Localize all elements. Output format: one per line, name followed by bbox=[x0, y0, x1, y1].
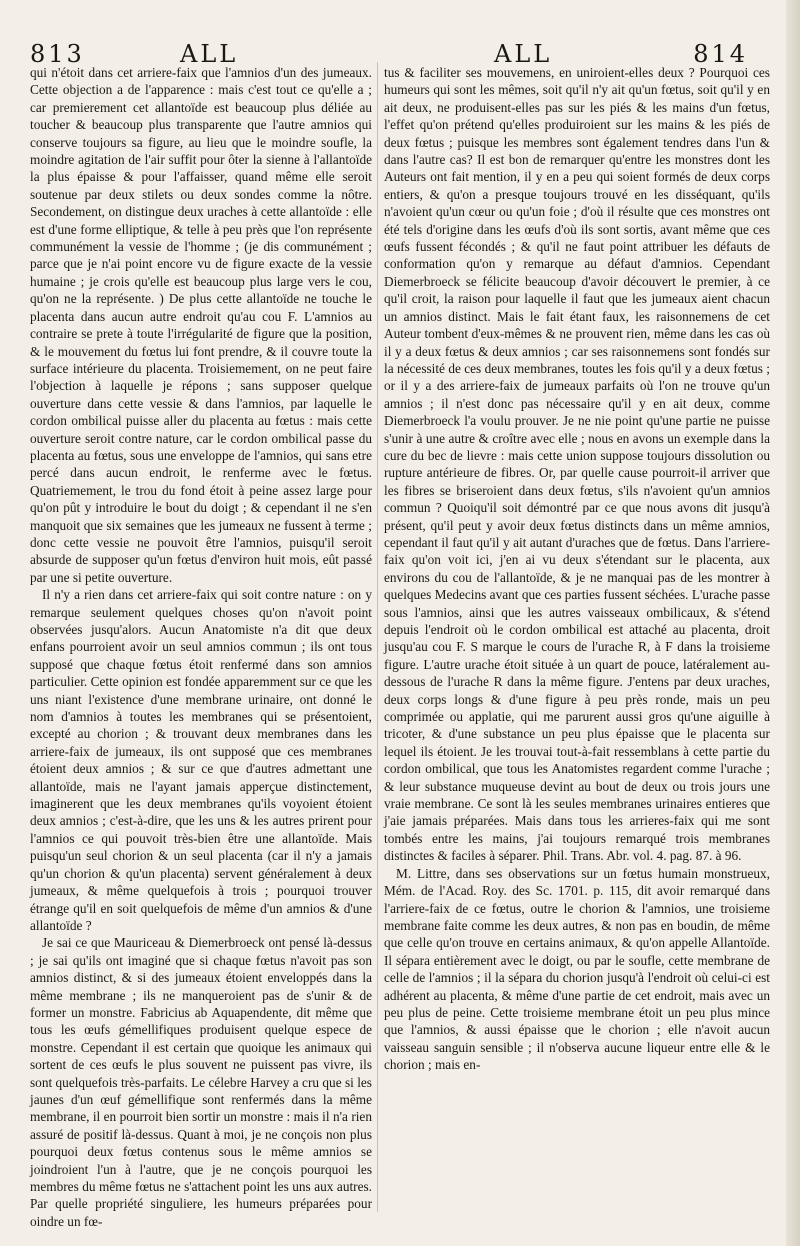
right-page-number: 814 bbox=[693, 40, 748, 68]
page-edge bbox=[786, 0, 800, 1246]
right-running-title: ALL bbox=[494, 40, 553, 68]
left-running-title: ALL bbox=[180, 40, 239, 68]
column-divider bbox=[377, 62, 378, 1212]
left-text-column bbox=[30, 64, 372, 1229]
paragraph: Je sai ce que Mauriceau & Diemerbroeck ont pensé là-dessus ; je sai qu'ils ont imaginé que si chaque fœtus n'avoit pas son amnios distinct, & si des jumeaux étoient enveloppés dans la même membrane ; ils ne manqueroient pas de s'unir & de former un monstre. Fabricius ab Aquapendente, dit même que tous les œufs gémellifiques produisent quelque espece de monstre. Cependant il est certain que quoique les animaux qui sortent de ces œufs le plus souvent ne puissent pas vivre, ils sont quelquefois très-parfaits. Le célebre Harvey a cru que si les jaunes d'un œuf gémellifique sont renfermés dans la même membrane, il en pourroit bien sortir un monstre : mais il n'a rien assuré de positif là-dessus. Quant à moi, je ne conçois non plus pourquoi deux fœtus contenus sous le même amnios se joindroient l'un à l'autre, que je ne conçois pourquoi les membres du même fœtus ne s'attachent point les uns aux autres. Par quelle propriété singuliere, les humeurs préparées pour oindre un fœ- bbox=[30, 935, 372, 1229]
paragraph: M. Littre, dans ses observations sur un fœtus humain monstrueux, Mém. de l'Acad. Roy. des Sc. 1701. p. 115, dit avoir remarqué dans l'arriere-faix de ce fœtus, outre le chorion & l'amnios, une troisieme membrane faite comme les deux autres, & non pas en boudin, de même que celle qu'on trouve en certains animaux, & qu'on appelle Allantoïde. Il sépara entièrement avec le doigt, ou par le soufle, cette membrane de celle de l'amnios ; il la sépara du chorion jusqu'à l'endroit où celui-ci est adhérent au placenta, & même d'une partie de cet endroit, mais avec un peu plus de peine. Cette troisieme membrane étoit un peu plus mince que l'amnios, & aussi épaisse que le chorion ; elle n'avoit aucun vaisseau sanguin sensible ; il n'observa aucune liqueur entre elle & le chorion ; mais en- bbox=[384, 865, 770, 1073]
left-page-number: 813 bbox=[30, 40, 85, 68]
right-text-column bbox=[384, 64, 770, 1214]
paragraph: tus & faciliter ses mouvemens, en uniroient-elles deux ? Pourquoi ces humeurs qui sont les mêmes, soit qu'il n'y ait qu'un fœtus, soit qu'il y en ait deux, ne produisent-elles pas sur les piés & les mains d'un fœtus, l'effet qu'on prétend qu'elles produiroient sur les mains & les piés de deux fœtus ; puisque les membres sont également tendres dans l'un & dans l'autre cas? Il est bon de remarquer qu'entre les monstres dont les Auteurs ont fait mention, il y en a peu qui soient formés de deux corps entiers, & qu'on a presque toujours trouvé en les disséquant, qu'ils n'avoient qu'un cœur ou qu'un foie ; d'où il résulte que ces monstres ont été tels d'origine dans les œufs d'où ils sont sortis, avant même que ces œufs fussent fécondés ; & qu'il ne faut point attribuer les défauts de conformation qu'on y remarque au défaut d'amnios. Cependant Diemerbroeck se félicite beaucoup d'avoir découvert le premier, à ce qu'il croit, la raison pour laquelle il faut que les jumeaux aient chacun un amnios distinct. Mais le fait étant faux, les raisonnemens de cet Auteur tombent d'eux-mêmes & ne prouvent rien, même dans les cas où il y a deux fœtus & deux amnios ; car ses raisonnemens sont fondés sur la nécessité de ces deux membranes, toutes les fois qu'il y a deux fœtus ; or il y a des arriere-faix de jumeaux parfaits où l'on ne trouve qu'un amnios ; il n'est donc pas nécessaire qu'il y en ait deux, comme Diemerbroeck l'a voulu prouver. Je ne nie point qu'une partie ne puisse s'unir à une autre & croître avec elle ; nous en avons un exemple dans la cure du bec de lievre : mais cette union suppose toujours dissolution ou rupture antérieure de fibres. Or, par quelle cause pourroit-il arriver que les fibres se briseroient dans deux fœtus, s'ils n'avoient qu'un amnios commun ? Quoiqu'il soit démontré par ce que nous avons dit jusqu'à présent, qu'il peut y avoir deux fœtus distincts dans un même amnios, cependant il faut qu'il y ait autant d'uraches que de fœtus. Dans l'arriere-faix qu'on voit ici, j'en ai vu deux s'étendant sur le placenta, aux environs du cou de l'allantoïde, & je ne manquai pas de les montrer à quelques Medecins avant que ces parties fussent séchées. L'urache passe sous l'amnios, ainsi que les autres vaisseaux ombilicaux, & s'étend depuis l'endroit où le cordon ombilical est attaché au placenta, droit jusqu'au cou F. S marque le cours de l'urache R, à F dans la troisieme figure. L'autre urache étoit située à un quart de pouce, latéralement au-dessous de l'urache R dans la même figure. J'entens par deux uraches, deux corps longs & d'une figure à peu près ronde, mais un peu comprimée ou applatie, qui me parurent aussi gros qu'une aiguille à tricoter, & d'une substance un peu plus épaisse que le placenta sur lequel ils étoient. Je les trouvai tout-à-fait ressemblans à cette partie du cordon ombilical, que tous les Anatomistes regardent comme l'urache ; & leur substance muqueuse devint au bout de deux ou trois jours une vraie membrane. Ce sont là les seules membranes urinaires entieres que j'aie jamais préparées. Mais dans tous les arrieres-faix qui me sont tombés entre les mains, j'ai toujours remarqué trois membranes distinctes & faciles à séparer. Phil. Trans. Abr. vol. 4. pag. 87. à 96. bbox=[384, 65, 770, 864]
paragraph: Il n'y a rien dans cet arriere-faix qui soit contre nature : on y remarque seulement quelques choses qu'on n'avoit point observées jusqu'alors. Aucun Anatomiste n'a dit que deux enfans pourroient avoir un seul amnios commun ; ils ont tous supposé que chaque fœtus étoit renfermé dans son amnios particulier. Cette opinion est fondée apparemment sur ce que les uns niant l'existence d'une membrane urinaire, ont donné le nom d'amnios à toutes les membranes qui se présentoient, excepté au chorion ; & trouvant deux membranes dans les arriere-faix de jumeaux, ils ont supposé que ces membranes étoient deux amnios ; & sur ce que d'autres admettant une allantoïde, mais ne l'ayant jamais apperçue distinctement, imaginerent que les deux membranes qu'ils voyoient étoient deux amnios ; c'est-à-dire, que les uns & les autres prirent pour l'amnios ce qui pouvoit très-bien être une allantoïde. Mais puisqu'un seul chorion & un seul placenta (car il n'y a jamais qu'un chorion & qu'un placenta) servent généralement à deux jumeaux, & même quelquefois à trois ; pourquoi trouver étrange qu'il en soit quelquefois de même d'un amnios & d'une allantoïde ? bbox=[30, 587, 372, 933]
paragraph: qui n'étoit dans cet arriere-faix que l'amnios d'un des jumeaux. Cette objection a de l'apparence : mais c'est tout ce qu'elle a ; car premierement cet allantoïde est beaucoup plus déliée au toucher & beaucoup plus transparente que l'autre amnios qui conserve toujours sa figure, au lieu que le moindre soufle, la moindre agitation de l'air suffit pour ôter la sienne à l'allantoïde la plus épaisse & pour l'affaisser, quand même elle seroit soutenue par deux stilets ou deux sondes comme la nôtre. Secondement, on distingue deux uraches à cette allantoïde : elle est d'une forme elliptique, & telle à peu près que l'on représente communément la vessie de l'homme ; (je dis communément ; parce que je n'ai point encore vu de figure exacte de la vessie humaine ; je crois qu'elle est beaucoup plus large vers le cou, qu'on ne la représente. ) De plus cette allantoïde ne touche le placenta dans aucun autre endroit qu'au cou F. L'amnios au contraire se prete à toute l'irrégularité de figure que la position, & le mouvement du fœtus lui font prendre, & il couvre toute la surface intérieure du placenta. Troisiemement, on ne peut faire l'objection à laquelle je répons ; sans supposer quelque ouverture dans cette vessie & dans l'amnios, par laquelle le cordon ombilical puisse aller du placenta au fœtus : mais cette ouverture seroit contre nature, car le cordon ombilical passe du placenta au fœtus, sous une enveloppe de l'amnios, qui sans etre percé dans aucun endroit, le renferme avec le fœtus. Quatriemement, le trou du fond étoit à peine assez large pour qu'on pût y introduire le bout du doigt ; & cependant il ne s'en manquoit que six semaines que les jumeaux ne fussent à terme ; donc cette vessie ne pouvoit être l'amnios, puisqu'il seroit absurde de supposer qu'un fœtus d'environ huit mois, eût passé par une si petite ouverture. bbox=[30, 65, 372, 585]
